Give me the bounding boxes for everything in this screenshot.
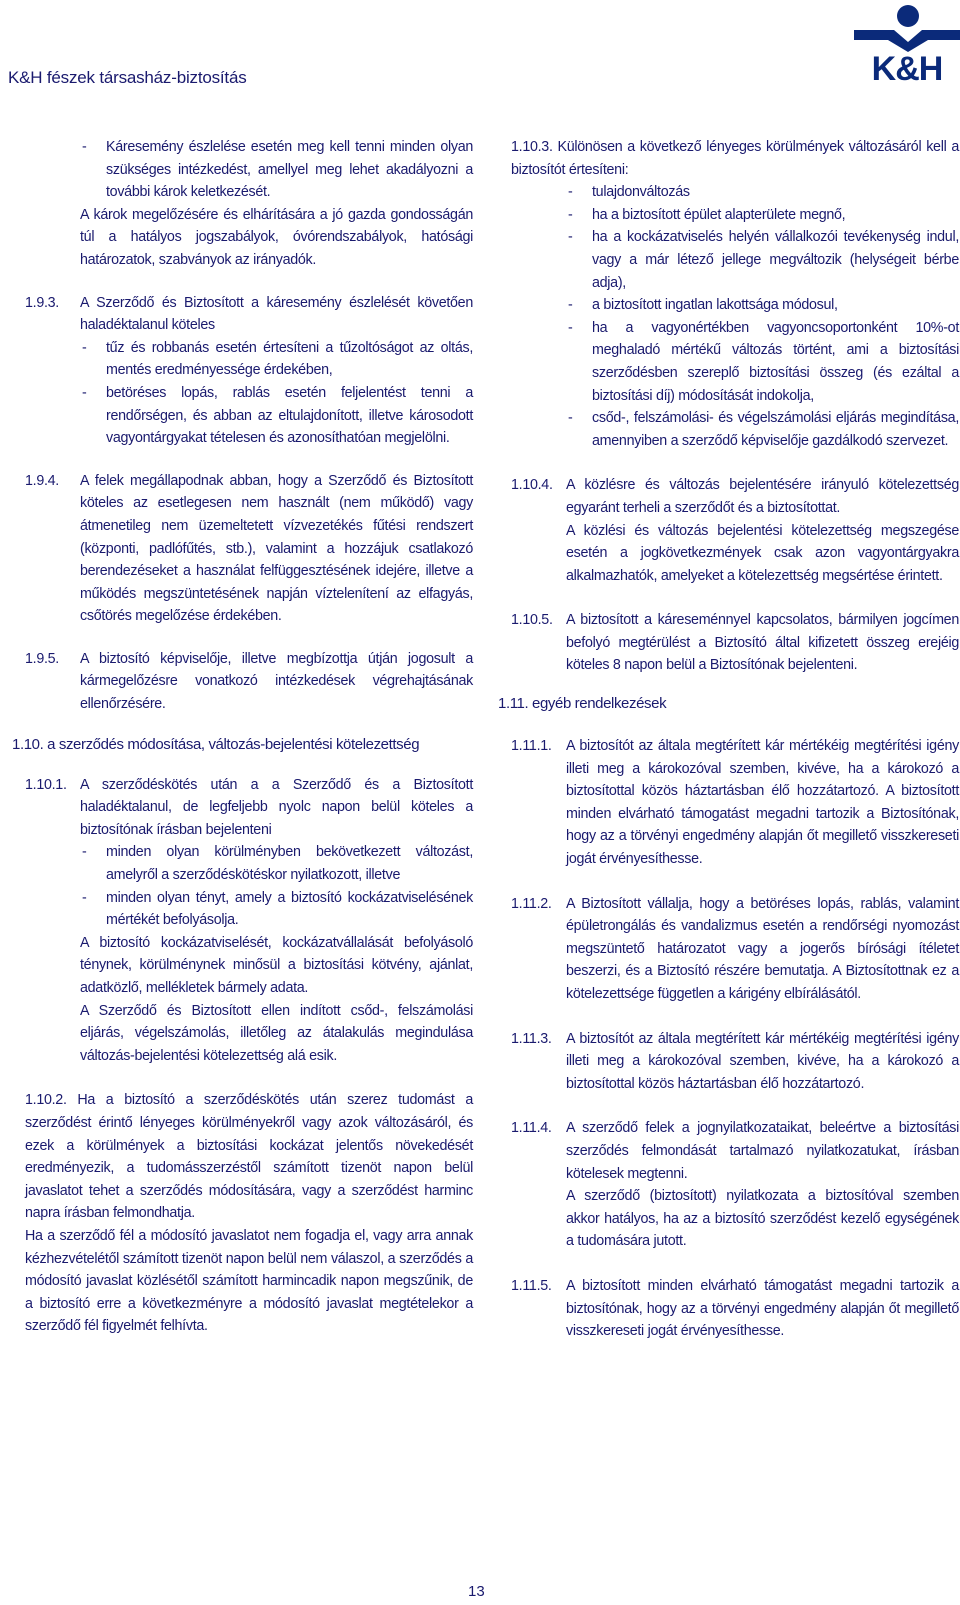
section-1-10-4 bbox=[511, 474, 959, 587]
list-item: - ha a biztosított épület alapterülete megnő, bbox=[566, 204, 959, 227]
section-text: A biztosított minden elvárható támogatást megadni tartozik a biztosítónak, hogy az a törvényi engedmény alapján őt megillető visszkereseti jogát érvényesíthesse. bbox=[566, 1277, 959, 1340]
list-item: - ha a vagyonértékben vagyoncsoportonként 10%-ot meghaladó mértékű változás történt, ami a biztosítási szerződésben szereplő biztosítási összeg (és ezáltal a biztosítási díj) módosítását indokolja, bbox=[566, 317, 959, 407]
section-dash: - betöréses lopás, rablás esetén feljelentést tenni a rendőrségen, és abban az eltulajdonított, illetve károsodott vagyontárgyakat tételesen és azonosíthatóan megjelölni. bbox=[80, 382, 473, 450]
section-heading-1-10: 1.10. a szerződés módosítása, változás-bejelentési kötelezettség bbox=[12, 735, 420, 753]
section-1-10-5 bbox=[511, 609, 959, 677]
section-text bbox=[511, 136, 959, 181]
section-number: 1.9.3. bbox=[25, 294, 59, 311]
section-text-content: Különösen a következő lényeges körülmények változásáról kell a biztosítót értesíteni: bbox=[511, 139, 959, 178]
section-text: A Biztosított vállalja, hogy a betöréses lopás, rablás, valamint épületrongálás és vandalizmus esetén a rendőrségi nyomozást megszüntető határozatot vagy a jogerős bírósági ítéletet beszerzi, és a Biztosító részére bemutatja. A Biztosítottnak ez a kötelezettsége független a kárigény elbírálásától. bbox=[566, 895, 959, 1002]
section-text-content: Ha a biztosító a szerződéskötés után szerez tudomást a szerződést érintő lényeges körülményekről vagy azok változásáról, és ezek a körülmények a biztosítási kockázat jelentős növekedését eredményezik, a tudomásszerzéstől számított tizenöt napon belül javaslatot tehet a szerződés módosítására, vagy a szerződést harminc napra írásban felmondhatja. bbox=[25, 1092, 473, 1222]
section-text: A biztosított a káreseménnyel kapcsolatos, bármilyen jogcímen befolyó megtérülést a Biztosító által kifizetett összeg erejéig köteles 8 napon belül a Biztosítónak bejelenteni. bbox=[566, 612, 959, 674]
intro-block bbox=[25, 136, 473, 272]
list-item: - ha a kockázatviselés helyén vállalkozói tevékenység indul, vagy a már létező jellege megváltozik (helységeit bérbe adja), bbox=[566, 226, 959, 294]
section-paragraph: A közlési és változás bejelentési kötelezettség megszegése esetén a jogkövetkezmények csak azon vagyontárgyakra alkalmazhatók, amelyeket a kötelezettség megsértése érintett. bbox=[566, 522, 959, 584]
section-text: A szerződéskötés után a a Szerződő és a Biztosított haladéktalanul, de legfeljebb nyolc napon belül köteles a biztosítónak írásban bejelenteni bbox=[80, 776, 473, 838]
section-number: 1.9.5. bbox=[25, 650, 59, 667]
section-number: 1.11.3. bbox=[511, 1030, 552, 1047]
section-1-10-1 bbox=[25, 774, 473, 1068]
section-paragraph: A Szerződő és Biztosított ellen indított csőd-, felszámolási eljárás, végelszámolás, illetőleg az átalakulás megindulása változás-bejelentési kötelezettség alá esik. bbox=[80, 1002, 473, 1064]
section-1-11-1 bbox=[511, 735, 959, 871]
section-number: 1.11.1. bbox=[511, 738, 552, 755]
section-text: A biztosítót az általa megtérített kár mértékéig megtérítési igény illeti meg a károkozóval szemben, kivéve, ha a károkozó a biztosítottal közös háztartásban élő hozzátartozó. bbox=[566, 1030, 959, 1092]
section-dash: - minden olyan tényt, amely a biztosító kockázatviselésének mértékét befolyásolja. bbox=[80, 887, 473, 932]
section-number: 1.10.1. bbox=[25, 776, 67, 793]
section-number: 1.10.3. bbox=[511, 139, 553, 155]
section-1-9-4 bbox=[25, 470, 473, 628]
section-dash: - minden olyan körülményben bekövetkezett változást, amelyről a szerződéskötéskor nyilatkozott, illetve bbox=[80, 841, 473, 886]
section-1-11-2 bbox=[511, 893, 959, 1006]
right-column bbox=[498, 136, 959, 1355]
list-item: - csőd-, felszámolási- és végelszámolási eljárás megindítása, amennyiben a szerződő képviselője gazdálkodó szervezet. bbox=[566, 407, 959, 452]
section-1-9-3 bbox=[25, 292, 473, 450]
left-column bbox=[12, 136, 473, 1350]
section-number: 1.9.4. bbox=[25, 472, 59, 489]
section-1-11-5 bbox=[511, 1275, 959, 1343]
section-number: 1.10.5. bbox=[511, 612, 553, 629]
section-1-10-2 bbox=[25, 1089, 473, 1338]
list-item: - a biztosított ingatlan lakottsága módosul, bbox=[566, 294, 959, 317]
section-number: 1.10.4. bbox=[511, 477, 553, 494]
section-number: 1.11.2. bbox=[511, 895, 552, 912]
section-paragraph: A biztosító kockázatviselését, kockázatvállalását befolyásoló ténynek, körülménynek minősül a biztosítási kötvény, ajánlat, adatközlő, mellékletek bármely adata. bbox=[80, 934, 473, 996]
section-text: A felek megállapodnak abban, hogy a Szerződő és Biztosított köteles az esetlegesen nem használt (nem működő) vagy átmenetileg nem üzemeltetett vízvezetékés fűtési rendszert (központi, padlófűtés, stb.), valamint a hozzájuk csatlakozó berendezéseket a használat felfüggesztésének idejére, illetve a működés megszüntetésének napján víztelenítení az elfagyás, csőtörés megelőzése érdekében. bbox=[80, 472, 473, 625]
brand-text: K&H bbox=[871, 50, 943, 84]
section-1-10-3 bbox=[511, 136, 959, 452]
section-paragraph: Ha a szerződő fél a módosító javaslatot nem fogadja el, vagy arra annak kézhezvételétől számított tizenöt napon belül nem válaszol, a szerződés a módosító javaslat közlésétől számított harmincadik napon megszűnik, de a biztosító erre a következményre a módosító javaslat megtételekor a szerződő fél figyelmét felhívta. bbox=[25, 1227, 473, 1335]
kh-logo bbox=[854, 0, 960, 84]
section-1-11-3 bbox=[511, 1028, 959, 1096]
section-1-9-5 bbox=[25, 648, 473, 716]
section-heading-1-11: 1.11. egyéb rendelkezések bbox=[498, 695, 667, 713]
section-number: 1.11.4. bbox=[511, 1120, 552, 1137]
section-dash: - tűz és robbanás esetén értesíteni a tűzoltóságot az oltás, mentés eredményessége érdekében, bbox=[80, 337, 473, 382]
section-text: A biztosítót az általa megtérített kár mértékéig megtérítési igény illeti meg a károkozóval szemben, kivéve, ha a károkozó a biztosítottal közös háztartásban élő hozzátartozó. A biztosított minden elvárható támogatást megadni tartozik a Biztosítónak, hogy az a törvényi engedmény alapján őt megillető visszkereseti jogát érvényesíthesse. bbox=[566, 738, 959, 868]
section-text: A Szerződő és Biztosított a káresemény észlelését követően haladéktalanul köteles bbox=[80, 294, 473, 334]
section-text bbox=[25, 1089, 473, 1225]
section-text: A szerződő felek a jognyilatkozataikat, beleértve a biztosítási szerződés felmondását tartalmazó nyilatkozatukat, írásban kötelesek megtenni. bbox=[566, 1120, 959, 1182]
intro-dash: - Káresemény észlelése esetén meg kell tenni minden olyan szükséges intézkedést, amellyel meg lehet akadályozni a további károk keletkezését. bbox=[80, 136, 473, 204]
section-number: 1.11.5. bbox=[511, 1277, 552, 1294]
section-number: 1.10.2. bbox=[25, 1092, 67, 1109]
intro-paragraph: A károk megelőzésére és elhárítására a jó gazda gondosságán túl a hatályos jogszabályok, óvórendszabályok, hatósági határozatok, szabványok az irányadók. bbox=[80, 206, 473, 268]
section-text: A közlésre és változás bejelentésére irányuló kötelezettség egyaránt terheli a szerződőt és a biztosítottat. bbox=[566, 477, 959, 516]
section-1-11-4 bbox=[511, 1117, 959, 1253]
list-item: - tulajdonváltozás bbox=[566, 181, 959, 204]
section-paragraph: A szerződő (biztosított) nyilatkozata a biztosítóval szemben akkor hatályos, ha az a biztosító szerződést kezelő egységének a tudomására jutott. bbox=[566, 1188, 959, 1250]
document-title: K&H fészek társasház-biztosítás bbox=[8, 68, 247, 87]
page-number: 13 bbox=[468, 1583, 485, 1600]
dash-list bbox=[511, 181, 959, 452]
section-text: A biztosító képviselője, illetve megbízottja útján jogosult a kármegelőzésre vonatkozó intézkedések végrehajtásának ellenőrzésére. bbox=[80, 650, 473, 713]
